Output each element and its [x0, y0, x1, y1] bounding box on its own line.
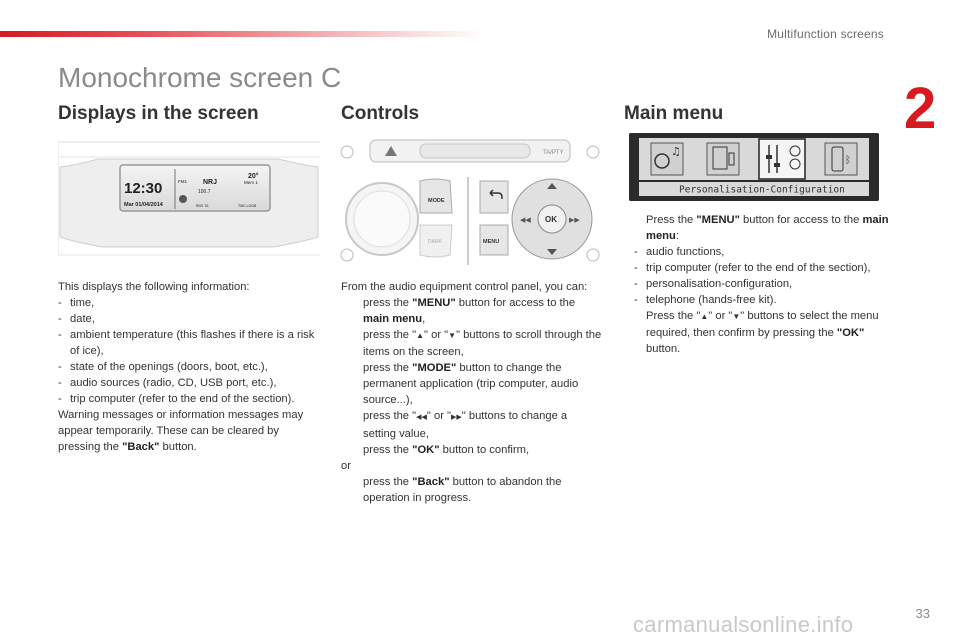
screen-freq: 100.7: [198, 189, 211, 195]
menu-selected-label: Personalisation-Configuration: [679, 184, 845, 196]
screen-memory: Mem 1: [244, 180, 258, 185]
mode-button-label: MODE: [428, 198, 445, 204]
list-item: Press the "▲" or "▼" buttons to select the menu required, then confirm by pressing the "OK" button.: [646, 310, 879, 355]
trip-computer-menu-icon: [707, 143, 739, 175]
control-panel-illustration: [340, 137, 602, 267]
displays-list: [58, 295, 320, 407]
list-item: - time,: [58, 297, 95, 309]
svg-text:ᛒ: ᛒ: [845, 155, 851, 166]
controls-intro: From the audio equipment control panel, you can:: [341, 281, 588, 293]
list-item: press the "◀◀" or "▶▶" buttons to change a setting value,: [363, 410, 568, 440]
list-item: press the "OK" button to confirm,: [363, 444, 530, 456]
heading-controls: Controls: [341, 103, 420, 124]
list-item: Press the "MENU" button for access to the main menu:: [646, 214, 889, 242]
list-item: - ambient temperature (this flashes if there is a risk of ice),: [58, 329, 315, 357]
displays-outro: Warning messages or information messages may appear temporarily. These can be cleared by pressing the "Back" button.: [58, 409, 304, 453]
list-item: press the "MODE" button to change the permanent application (trip computer, audio source...),: [363, 362, 579, 406]
heading-main-menu: Main menu: [624, 103, 724, 124]
main-menu-sublist: [624, 244, 889, 308]
ta-pty-label: TA/PTY: [543, 150, 564, 156]
list-item: - date,: [58, 313, 95, 325]
heading-displays: Displays in the screen: [58, 103, 259, 124]
screen-temp: 20°: [248, 173, 259, 180]
screen-illustration: [58, 137, 320, 267]
page-title: Monochrome screen C: [58, 62, 342, 93]
telephone-menu-icon: [825, 143, 857, 175]
screen-rds: RDS TA: [196, 204, 209, 208]
list-item: press the "MENU" button for access to the main menu,: [363, 297, 576, 325]
chapter-number: 2: [904, 76, 937, 141]
list-item: - state of the openings (doors, boot, etc.),: [58, 361, 268, 373]
screen-tmc: TMC LOGB: [238, 204, 257, 208]
screen-station: NRJ: [203, 179, 218, 186]
svg-text:♫: ♫: [671, 145, 681, 158]
configuration-menu-icon: [759, 139, 805, 179]
screen-date: Mar 01/04/2014: [124, 202, 163, 208]
main-menu-illustration: [629, 133, 879, 201]
screen-source: FM1: [178, 179, 187, 184]
dark-button-label: DARK: [428, 239, 442, 245]
list-item: press the "▲" or "▼" buttons to scroll through the items on the screen,: [363, 329, 602, 358]
list-item: - audio sources (radio, CD, USB port, etc.),: [58, 377, 277, 389]
list-item: - audio functions,: [634, 246, 725, 258]
displays-intro: This displays the following information:: [58, 281, 250, 293]
ok-button-label: OK: [545, 215, 557, 224]
svg-text:▶▶: ▶▶: [569, 217, 580, 224]
section-title: Multifunction screens: [767, 27, 884, 41]
screen-time: 12:30: [124, 180, 163, 197]
watermark: carmanualsonline.info: [633, 612, 854, 637]
list-item: - telephone (hands-free kit).: [634, 294, 777, 306]
list-item: - personalisation-configuration,: [634, 278, 793, 290]
menu-button-label: MENU: [483, 239, 500, 245]
audio-menu-icon: [651, 143, 683, 175]
list-item: - trip computer (refer to the end of the section),: [634, 262, 871, 274]
page-number: 33: [915, 606, 930, 621]
svg-text:◀◀: ◀◀: [520, 217, 531, 224]
or-text: or: [341, 460, 351, 472]
header-accent-bar: [0, 31, 485, 37]
list-item: press the "Back" button to abandon the operation in progress.: [363, 476, 562, 504]
list-item: - trip computer (refer to the end of the section).: [58, 393, 295, 405]
